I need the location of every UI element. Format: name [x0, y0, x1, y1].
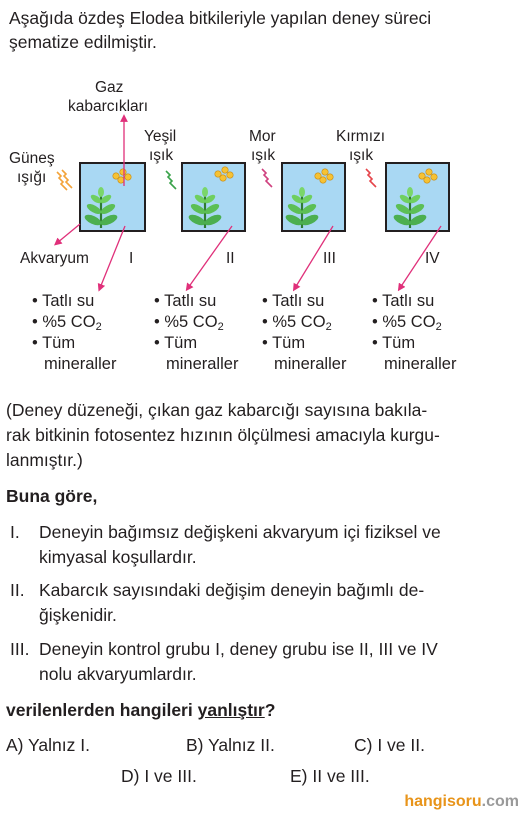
- co2-condition: %5 CO: [382, 313, 436, 331]
- statement-3-number: III.: [10, 639, 30, 659]
- bullet: •: [154, 313, 160, 331]
- co2-subscript: 2: [95, 321, 102, 333]
- note-line-3: lanmıştır.): [6, 450, 83, 470]
- option-e[interactable]: E) II ve III.: [290, 766, 370, 786]
- bullet: •: [32, 292, 38, 310]
- minerals-condition-line-1: Tüm: [164, 334, 198, 352]
- bullet: •: [154, 292, 160, 310]
- bullet: •: [32, 334, 38, 352]
- gas-label-line-2: kabarcıkları: [68, 98, 149, 115]
- co2-condition: %5 CO: [164, 313, 218, 331]
- intro-line-2: şematize edilmiştir.: [9, 32, 157, 52]
- statement-2-line-1: Kabarcık sayısındaki değişim deneyin bağımlı de-: [39, 580, 425, 600]
- conditions-list-2: [154, 291, 238, 375]
- note-line-1: (Deney düzeneği, çıkan gaz kabarcığı sayısına bakıla-: [6, 400, 428, 420]
- aquarium-2: [182, 163, 245, 231]
- aquarium-numeral-2: II: [226, 250, 235, 267]
- aquarium-pointer-line: [57, 224, 80, 243]
- conditions-list-1: [32, 291, 116, 375]
- statement-3-line-2: nolu akvaryumlardır.: [39, 664, 197, 684]
- question-suffix: ?: [264, 700, 276, 720]
- question-emphasis: yanlıştır: [197, 700, 265, 720]
- statement-1-number: I.: [10, 522, 20, 542]
- statement-3-line-1: Deneyin kontrol grubu I, deney grubu ise II, III ve IV: [39, 639, 438, 659]
- aquarium-1: [80, 163, 145, 231]
- sunlight-ray: [57, 170, 72, 190]
- co2-condition: %5 CO: [272, 313, 326, 331]
- option-a[interactable]: A) Yalnız I.: [6, 735, 90, 755]
- lead-text: Buna göre,: [6, 486, 98, 506]
- aquarium-label: Akvaryum: [20, 250, 89, 267]
- intro-line-1: Aşağıda özdeş Elodea bitkileriyle yapılan deney süreci: [9, 8, 432, 28]
- co2-subscript: 2: [325, 321, 332, 333]
- water-condition: Tatlı su: [164, 292, 217, 310]
- co2-condition: %5 CO: [42, 313, 96, 331]
- minerals-condition-line-1: Tüm: [42, 334, 76, 352]
- water-condition: Tatlı su: [382, 292, 435, 310]
- statement-2-line-2: ğişkenidir.: [39, 605, 117, 625]
- sun-label-line-1: Güneş: [9, 150, 55, 167]
- bullet: •: [262, 334, 268, 352]
- bullet: •: [372, 292, 378, 310]
- minerals-condition-line-2: mineraller: [166, 355, 239, 373]
- statement-1-line-1: Deneyin bağımsız değişkeni akvaryum içi fiziksel ve: [39, 522, 441, 542]
- bullet: •: [262, 292, 268, 310]
- minerals-condition-line-1: Tüm: [382, 334, 416, 352]
- option-d[interactable]: D) I ve III.: [121, 766, 197, 786]
- water-condition: Tatlı su: [42, 292, 95, 310]
- minerals-condition-line-2: mineraller: [274, 355, 347, 373]
- option-b[interactable]: B) Yalnız II.: [186, 735, 275, 755]
- conditions-list-4: [372, 291, 456, 375]
- conditions-list-3: [262, 291, 346, 375]
- purple-label-line-2: ışık: [251, 147, 276, 164]
- question-text: [6, 698, 275, 722]
- option-c[interactable]: C) I ve II.: [354, 735, 425, 755]
- note-line-2: rak bitkinin fotosentez hızının ölçülmesi amacıyla kurgu-: [6, 425, 440, 445]
- bullet: •: [372, 313, 378, 331]
- question-prefix: verilenlerden hangileri: [6, 700, 198, 720]
- aquarium-3: [282, 163, 345, 231]
- red-label-line-2: ışık: [349, 147, 374, 164]
- red-light-ray: [366, 169, 376, 187]
- watermark: hangisoru.com: [404, 793, 519, 810]
- aquarium-numeral-1: I: [129, 250, 134, 267]
- bullet: •: [32, 313, 38, 331]
- bullet: •: [154, 334, 160, 352]
- conditions-pointer-1: [100, 226, 125, 288]
- water-condition: Tatlı su: [272, 292, 325, 310]
- minerals-condition-line-1: Tüm: [272, 334, 306, 352]
- gas-label-line-1: Gaz: [95, 79, 124, 96]
- sun-label-line-2: ışığı: [17, 169, 47, 186]
- minerals-condition-line-2: mineraller: [44, 355, 117, 373]
- minerals-condition-line-2: mineraller: [384, 355, 457, 373]
- green-label-line-1: Yeşil: [144, 128, 177, 145]
- green-label-line-2: ışık: [149, 147, 174, 164]
- green-light-ray: [166, 171, 176, 189]
- purple-label-line-1: Mor: [249, 128, 276, 145]
- statement-1-line-2: kimyasal koşullardır.: [39, 547, 197, 567]
- purple-light-ray: [262, 169, 272, 187]
- aquarium-numeral-3: III: [323, 250, 336, 267]
- red-label-line-1: Kırmızı: [336, 128, 386, 145]
- statement-2-number: II.: [10, 580, 25, 600]
- aquarium-numeral-4: IV: [425, 250, 440, 267]
- co2-subscript: 2: [217, 321, 224, 333]
- aquarium-4: [386, 163, 449, 231]
- co2-subscript: 2: [435, 321, 442, 333]
- bullet: •: [372, 334, 378, 352]
- bullet: •: [262, 313, 268, 331]
